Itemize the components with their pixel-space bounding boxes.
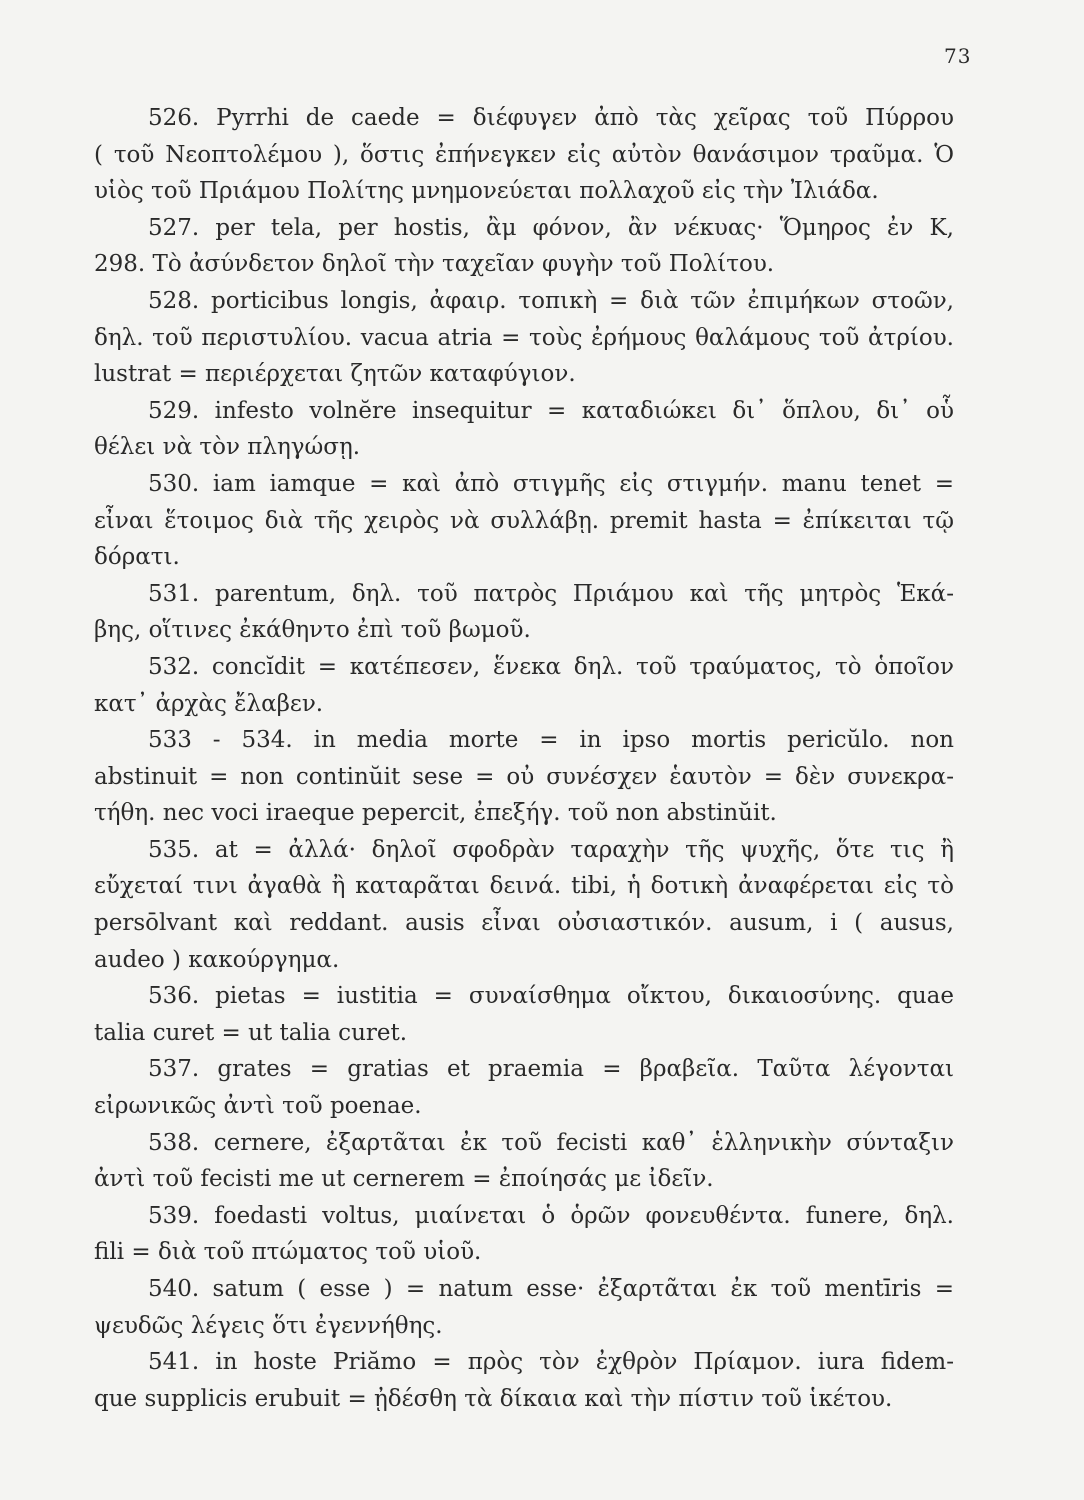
text-line: κατ᾽ ἀρχὰς ἔλαβεν.	[94, 690, 324, 717]
commentary-text-block	[94, 100, 954, 1417]
page-number: 73	[944, 44, 972, 68]
text-line: abstinuit = non continŭit sese = οὐ συνέσχεν ἑαυτὸν = δὲν συνεκρα-	[94, 763, 954, 790]
text-line: ψευδῶς λέγεις ὅτι ἐγεννήθης.	[94, 1312, 443, 1339]
text-line: θέλει νὰ τὸν πληγώσῃ.	[94, 434, 361, 461]
text-line: ( τοῦ Νεοπτολέμου ), ὅστις ἐπήνεγκεν εἰς αὐτὸν θανάσιμον τραῦμα. Ὁ	[94, 141, 954, 168]
text-line: 535. at = ἀλλά· δηλοῖ σφοδρὰν ταραχὴν τῆς ψυχῆς, ὅτε τις ἢ	[148, 836, 954, 863]
text-line: δηλ. τοῦ περιστυλίου. vacua atria = τοὺς ἐρήμους θαλάμους τοῦ ἀτρίου.	[94, 324, 954, 351]
text-line: 527. per tela, per hostis, ἂμ φόνον, ἂν νέκυας· Ὅμηρος ἐν Κ,	[148, 214, 954, 241]
text-line: lustrat = περιέρχεται ζητῶν καταφύγιον.	[94, 361, 576, 388]
text-line: εὔχεταί τινι ἀγαθὰ ἢ καταρᾶται δεινά. tibi, ἡ δοτικὴ ἀναφέρεται εἰς τὸ	[94, 873, 954, 900]
text-line: 530. iam iamque = καὶ ἀπὸ στιγμῆς εἰς στιγμήν. manu tenet =	[148, 470, 954, 497]
text-line: 539. foedasti voltus, μιαίνεται ὁ ὁρῶν φονευθέντα. funere, δηλ.	[148, 1202, 954, 1229]
text-line: talia curet = ut talia curet.	[94, 1019, 408, 1046]
text-line: βης, οἵτινες ἐκάθηντο ἐπὶ τοῦ βωμοῦ.	[94, 617, 531, 644]
text-line: 537. grates = gratias et praemia = βραβεῖα. Ταῦτα λέγονται	[148, 1056, 954, 1083]
text-line: δόρατι.	[94, 544, 180, 571]
text-line: 541. in hoste Priămo = πρὸς τὸν ἐχθρὸν Πρίαμον. iura fidem-	[148, 1349, 954, 1376]
text-line: υἱὸς τοῦ Πριάμου Πολίτης μνημονεύεται πολλαχοῦ εἰς τὴν Ἰλιάδα.	[94, 178, 879, 205]
text-line: 526. Pyrrhi de caede = διέφυγεν ἀπὸ τὰς χεῖρας τοῦ Πύρρου	[148, 105, 954, 131]
text-line: audeo ) κακούργημα.	[94, 946, 340, 973]
text-line: 533 - 534. in media morte = in ipso mortis pericŭlo. non	[148, 727, 954, 754]
text-line: εἰρωνικῶς ἀντὶ τοῦ poenae.	[94, 1093, 422, 1120]
text-line: 540. satum ( esse ) = natum esse· ἐξαρτᾶται ἐκ τοῦ mentīris =	[148, 1276, 954, 1302]
text-line: 298. Τὸ ἀσύνδετον δηλοῖ τὴν ταχεῖαν φυγὴν τοῦ Πολίτου.	[94, 251, 775, 278]
text-line: 536. pietas = iustitia = συναίσθημα οἴκτου, δικαιοσύνης. quae	[148, 983, 954, 1010]
text-line: εἶναι ἕτοιμος διὰ τῆς χειρὸς νὰ συλλάβῃ. premit hasta = ἐπίκειται τῷ	[94, 507, 954, 534]
text-line: 529. infesto volnĕre insequitur = καταδιώκει δι᾽ ὅπλου, δι᾽ οὗ	[148, 397, 954, 424]
text-line: ἀντὶ τοῦ fecisti me ut cernerem = ἐποίησάς με ἰδεῖν.	[94, 1166, 714, 1193]
text-line: fili = διὰ τοῦ πτώματος τοῦ υἱοῦ.	[94, 1239, 482, 1266]
text-line: 538. cernere, ἐξαρτᾶται ἐκ τοῦ fecisti καθ᾽ ἑλληνικὴν σύνταξιν	[148, 1129, 954, 1156]
text-line: τήθη. nec voci iraeque pepercit, ἐπεξήγ. τοῦ non abstinŭit.	[94, 800, 777, 827]
text-line: 531. parentum, δηλ. τοῦ πατρὸς Πριάμου καὶ τῆς μητρὸς Ἑκά-	[148, 580, 954, 607]
text-line: persōlvant καὶ reddant. ausis εἶναι οὐσιαστικόν. ausum, i ( ausus,	[94, 910, 954, 937]
text-line: 532. concĭdit = κατέπεσεν, ἕνεκα δηλ. τοῦ τραύματος, τὸ ὁποῖον	[148, 653, 954, 680]
text-line: 528. porticibus longis, ἀφαιρ. τοπικὴ = διὰ τῶν ἐπιμήκων στοῶν,	[148, 287, 954, 314]
text-line: que supplicis erubuit = ᾐδέσθη τὰ δίκαια καὶ τὴν πίστιν τοῦ ἱκέτου.	[94, 1385, 893, 1412]
